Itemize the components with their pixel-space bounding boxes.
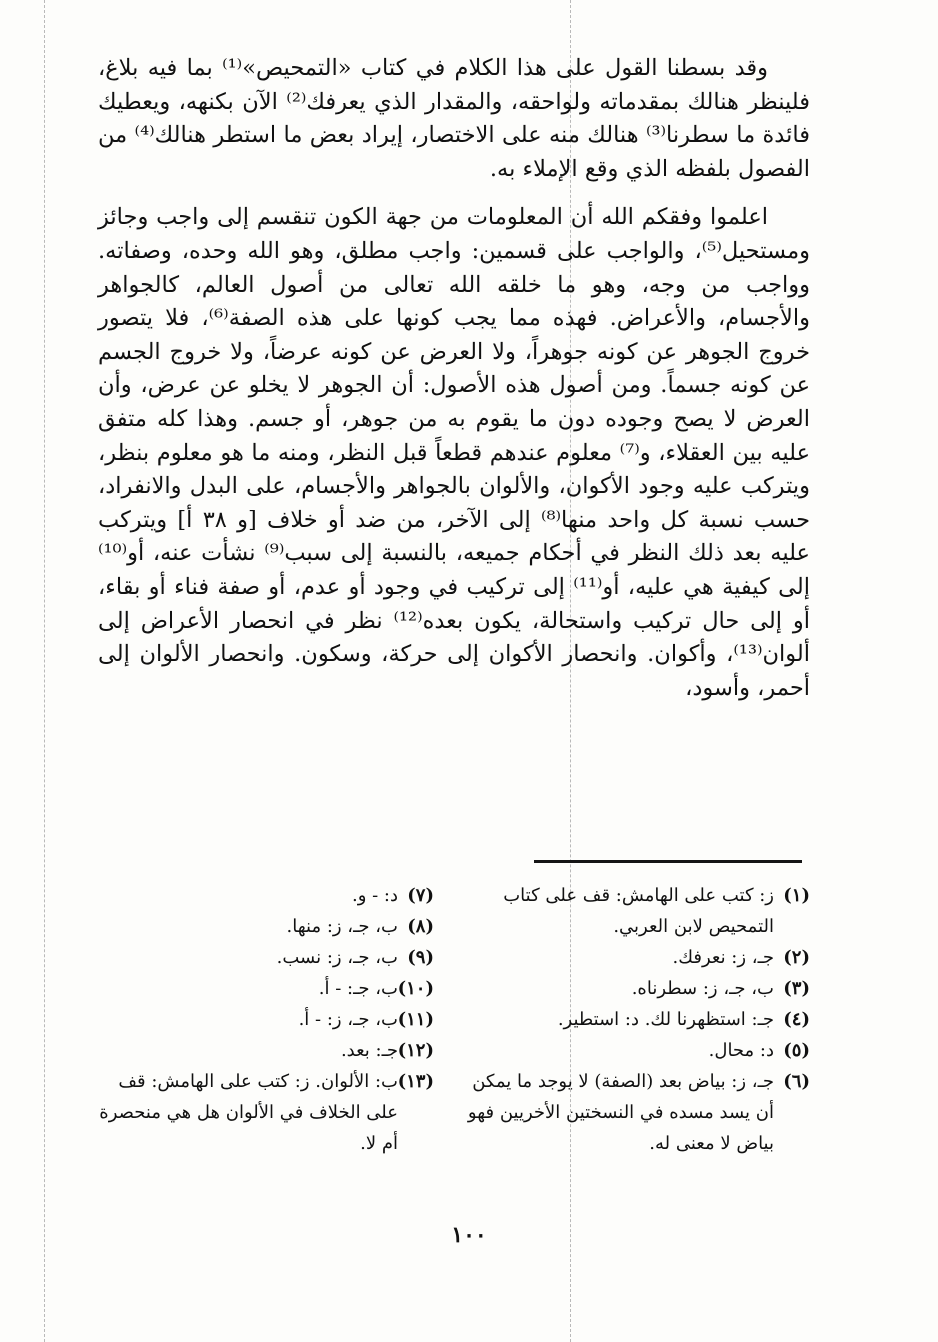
footnote-divider	[534, 860, 802, 863]
footnote-item	[96, 1035, 434, 1066]
footnote-number: (٣)	[783, 978, 810, 999]
footnote-item	[462, 1066, 810, 1159]
paragraph-2: اعلموا وفقكم الله أن المعلومات من جهة الكون تنقسم إلى واجب وجائز ومستحيل⁽⁵⁾، والواجب على قسمين: واجب مطلق، وهو الله وحده، وصفاته. وواجب من وجه، وهو ما خلقه الله تعالى من أصول العالم، كالجواهر والأجسام، والأعراض. فهذه مما يجب كونها على هذه الصفة⁽⁶⁾، فلا يتصور خروج الجوهر عن كونه جوهراً، ولا العرض عن كونه عرضاً، ولا خروج الجسم عن كونه جسماً. ومن أصول هذه الأصول: أن الجوهر لا يخلو عن عرض، وأن العرض لا يصح وجوده دون ما يقوم به من جوهر، أو جسم. وهذا كله متفق عليه بين العقلاء، و⁽⁷⁾ معلوم عندهم قطعاً قبل النظر، ومنه ما هو معلوم بنظر، ويتركب عليه وجود الأكوان، والألوان بالجواهر والأجسام، على البدل والانفراد، حسب نسبة كل واحد منها⁽⁸⁾ إلى الآخر، من ضد أو خلاف [و ٣٨ أ] ويتركب عليه بعد ذلك النظر في أحكام جميعه، بالنسبة إلى سبب⁽⁹⁾ نشأت عنه، أو⁽¹⁰⁾ إلى كيفية هي عليه، أو⁽¹¹⁾ إلى تركيب في وجود أو عدم، أو صفة فناء أو بقاء، أو إلى حال تركيب واستحالة، يكون بعده⁽¹²⁾ نظر في انحصار الأعراض إلى ألوان⁽¹³⁾، وأكوان. وانحصار الأكوان إلى حركة، وسكون. وانحصار الألوان إلى أحمر، وأسود،	[98, 204, 811, 701]
footnote-number: (٧)	[407, 885, 434, 906]
footnote-number: (١٢)	[397, 1040, 434, 1061]
footnote-item	[462, 1035, 810, 1066]
footnote-number: (٩)	[407, 947, 434, 968]
footnote-item	[96, 942, 434, 973]
footnote-text: ب: الألوان. ز: كتب على الهامش: قف على الخلاف في الألوان هل هي منحصرة أم لا.	[99, 1071, 398, 1154]
footnote-item	[462, 1004, 810, 1035]
footnote-text: ب، جـ، ز: سطرناه.	[631, 978, 774, 999]
footnote-item	[96, 911, 434, 942]
footnote-text: ب، جـ، ز: منها.	[286, 916, 398, 937]
footnote-text: ب، جـ، ز: - أ.	[298, 1009, 398, 1030]
paragraph-1: وقد بسطنا القول على هذا الكلام في كتاب «التمحيص»⁽¹⁾ بما فيه بلاغ، فلينظر هنالك بمقدماته ولواحقه، والمقدار الذي يعرفك⁽²⁾ الآن بكنهه، ويعطيك فائدة ما سطرنا⁽³⁾ هنالك منه على الاختصار، إيراد بعض ما استطر هنالك⁽⁴⁾ من الفصول بلفظه الذي وقع الإملاء به.	[98, 55, 810, 182]
footnote-text: ب، جـ، ز: نسب.	[276, 947, 398, 968]
footnote-number: (٨)	[407, 916, 434, 937]
footnote-number: (٦)	[783, 1071, 810, 1092]
footnote-item	[462, 880, 810, 942]
footnote-number: (١٠)	[397, 978, 434, 999]
footnote-text: جـ: استظهرنا لك. د: استطير.	[557, 1009, 774, 1030]
footnote-item	[96, 1004, 434, 1035]
main-text-block	[98, 52, 810, 705]
footnote-number: (٥)	[783, 1040, 810, 1061]
footnote-text: جـ، ز: نعرفك.	[672, 947, 774, 968]
footnote-number: (٢)	[783, 947, 810, 968]
footnote-number: (٤)	[783, 1009, 810, 1030]
fold-line-left	[44, 0, 45, 1342]
footnote-number: (١١)	[397, 1009, 434, 1030]
footnote-number: (١)	[783, 885, 810, 906]
footnote-text: د: - و.	[351, 885, 398, 906]
footnote-text: ز: كتب على الهامش: قف على كتاب التمحيص لابن العربي.	[503, 885, 774, 937]
footnote-item	[96, 973, 434, 1004]
footnote-number: (١٣)	[397, 1071, 434, 1092]
footnote-item	[462, 942, 810, 973]
footnote-item	[462, 973, 810, 1004]
footnote-item	[96, 1066, 434, 1159]
footnotes-right-column	[462, 880, 810, 1159]
footnote-text: جـ، ز: بياض بعد (الصفة) لا يوجد ما يمكن أن يسد مسده في النسختين الأخريين فهو بياض لا معنى له.	[467, 1071, 774, 1154]
footnote-text: د: محال.	[708, 1040, 774, 1061]
footnote-text: ب، جـ: - أ.	[318, 978, 398, 999]
page-number: ١٠٠	[451, 1222, 487, 1248]
footnotes-left-column	[96, 880, 434, 1159]
footnote-item	[96, 880, 434, 911]
footnote-text: جـ: بعد.	[340, 1040, 398, 1061]
